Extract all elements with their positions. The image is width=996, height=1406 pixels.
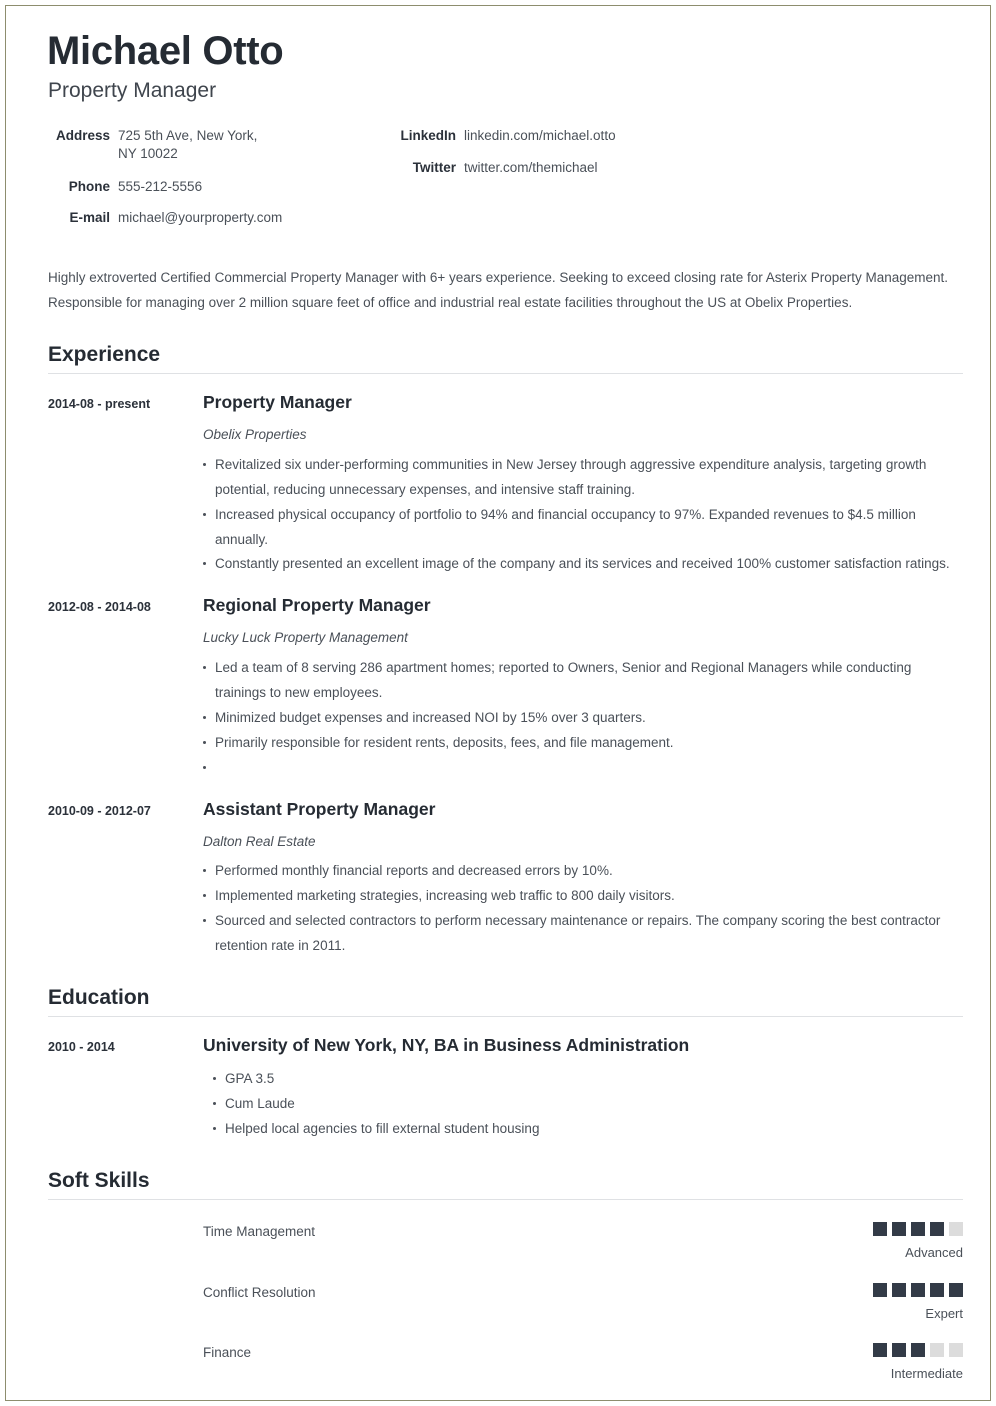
skill-rating <box>823 1343 963 1382</box>
education-divider <box>48 1016 963 1017</box>
address-line-1: 725 5th Ave, New York, <box>118 128 258 144</box>
soft-skills-section <box>43 1168 963 1382</box>
experience-bullet-empty <box>203 756 963 781</box>
experience-date: 2012-08 - 2014-08 <box>48 600 151 615</box>
experience-organization: Obelix Properties <box>203 427 307 443</box>
skill-name: Time Management <box>203 1224 316 1240</box>
skill-rating <box>823 1222 963 1261</box>
education-heading: Education <box>48 986 150 1010</box>
resume-content <box>43 28 963 1382</box>
skill-rating <box>823 1283 963 1322</box>
rating-square-filled <box>930 1283 944 1297</box>
education-body <box>203 1035 963 1142</box>
rating-square-filled <box>873 1343 887 1357</box>
professional-summary: Highly extroverted Certified Commercial Property Manager with 6+ years experience. Seeking to exceed closing rate for Asterix Property Management. Responsible for managing over 2 million square feet of office and industrial real estate facilities throughout the US at Obelix Properties. <box>48 270 949 311</box>
experience-body <box>203 799 963 959</box>
experience-body <box>203 595 963 780</box>
experience-bullet: Revitalized six under-performing communities in New Jersey through aggressive expenditure analysis, targeting growth potential, reducing unnecessary expenses, and intensive staff training. <box>203 453 963 503</box>
address-line-2: NY 10022 <box>118 146 178 162</box>
experience-date: 2010-09 - 2012-07 <box>48 803 151 818</box>
skill-level-label: Expert <box>925 1305 963 1321</box>
experience-position: Property Manager <box>203 392 352 413</box>
contact-label-linkedin: LinkedIn <box>400 128 456 144</box>
experience-bullet-list <box>203 859 963 959</box>
rating-square-empty <box>949 1222 963 1236</box>
rating-square-filled <box>892 1222 906 1236</box>
resume-header <box>43 28 963 240</box>
rating-square-filled <box>930 1222 944 1236</box>
rating-square-empty <box>949 1343 963 1357</box>
rating-square-filled <box>911 1343 925 1357</box>
contact-value-linkedin[interactable]: linkedin.com/michael.otto <box>464 128 616 144</box>
education-date: 2010 - 2014 <box>48 1040 115 1055</box>
contact-row-email <box>48 209 398 227</box>
contact-value-address <box>110 127 257 163</box>
contact-value-phone[interactable]: 555-212-5556 <box>118 178 203 194</box>
contact-label-phone: Phone <box>68 178 110 194</box>
experience-bullet: Performed monthly financial reports and decreased errors by 10%. <box>203 859 963 884</box>
rating-square-filled <box>892 1283 906 1297</box>
soft-skills-heading: Soft Skills <box>48 1169 150 1193</box>
contact-value-twitter[interactable]: twitter.com/themichael <box>464 160 598 176</box>
candidate-name: Michael Otto <box>47 29 284 73</box>
skill-name: Finance <box>203 1345 252 1361</box>
experience-entry <box>48 392 963 577</box>
experience-bullet-list <box>203 453 963 578</box>
experience-divider <box>48 373 963 374</box>
rating-square-filled <box>873 1283 887 1297</box>
candidate-job-title: Property Manager <box>48 79 217 102</box>
experience-heading: Experience <box>48 343 161 366</box>
contact-label-email: E-mail <box>69 209 110 225</box>
education-bullet: Helped local agencies to fill external student housing <box>213 1117 963 1142</box>
experience-section <box>43 342 963 959</box>
experience-body <box>203 392 963 577</box>
experience-bullet: Implemented marketing strategies, increasing web traffic to 800 daily visitors. <box>203 884 963 909</box>
experience-bullet: Constantly presented an excellent image of the company and its services and received 100% customer satisfaction ratings. <box>203 552 963 577</box>
contact-details <box>48 127 963 240</box>
experience-bullet: Sourced and selected contractors to perform necessary maintenance or repairs. The company scoring the best contractor retention rate in 2011. <box>203 909 963 959</box>
skill-level-label: Advanced <box>905 1245 963 1261</box>
skill-row <box>48 1343 963 1382</box>
experience-bullet-list <box>203 656 963 781</box>
rating-square-filled <box>892 1343 906 1357</box>
experience-bullet: Led a team of 8 serving 286 apartment homes; reported to Owners, Senior and Regional Managers while conducting trainings to new employees. <box>203 656 963 706</box>
experience-bullet: Primarily responsible for resident rents, deposits, fees, and file management. <box>203 731 963 756</box>
rating-square-empty <box>930 1343 944 1357</box>
resume-page <box>5 5 991 1401</box>
soft-skills-divider <box>48 1199 963 1200</box>
skill-name: Conflict Resolution <box>203 1284 316 1300</box>
rating-square-filled <box>873 1222 887 1236</box>
contact-label-twitter: Twitter <box>412 160 456 176</box>
contact-label-address: Address <box>55 128 110 144</box>
experience-organization: Lucky Luck Property Management <box>203 630 408 646</box>
skill-rating-squares <box>823 1222 963 1236</box>
skill-row <box>48 1222 963 1261</box>
education-entry <box>48 1035 963 1142</box>
experience-position: Assistant Property Manager <box>203 798 436 819</box>
rating-square-filled <box>949 1283 963 1297</box>
experience-bullet: Increased physical occupancy of portfolio to 94% and financial occupancy to 97%. Expanded revenues to $4.5 million annually. <box>203 503 963 553</box>
experience-bullet: Minimized budget expenses and increased NOI by 15% over 3 quarters. <box>203 706 963 731</box>
contact-row-phone <box>48 178 398 196</box>
education-bullet: Cum Laude <box>213 1092 963 1117</box>
contact-column-left <box>48 127 398 240</box>
skill-rating-squares <box>823 1283 963 1297</box>
skill-level-label: Intermediate <box>890 1366 963 1382</box>
rating-square-filled <box>911 1222 925 1236</box>
education-bullet: GPA 3.5 <box>213 1067 963 1092</box>
contact-row-address <box>48 127 398 163</box>
education-section <box>43 985 963 1142</box>
experience-date: 2014-08 - present <box>48 397 151 412</box>
experience-organization: Dalton Real Estate <box>203 833 316 849</box>
skill-row <box>48 1283 963 1322</box>
contact-value-email[interactable]: michael@yourproperty.com <box>118 209 283 225</box>
experience-entry <box>48 799 963 959</box>
contact-row-twitter <box>398 159 616 177</box>
experience-position: Regional Property Manager <box>203 595 431 616</box>
rating-square-filled <box>911 1283 925 1297</box>
education-institution: University of New York, NY, BA in Business Administration <box>203 1035 690 1056</box>
contact-column-right <box>398 127 616 240</box>
experience-entry <box>48 595 963 780</box>
education-bullet-list <box>203 1067 963 1142</box>
skill-rating-squares <box>823 1343 963 1357</box>
contact-row-linkedin <box>398 127 616 145</box>
